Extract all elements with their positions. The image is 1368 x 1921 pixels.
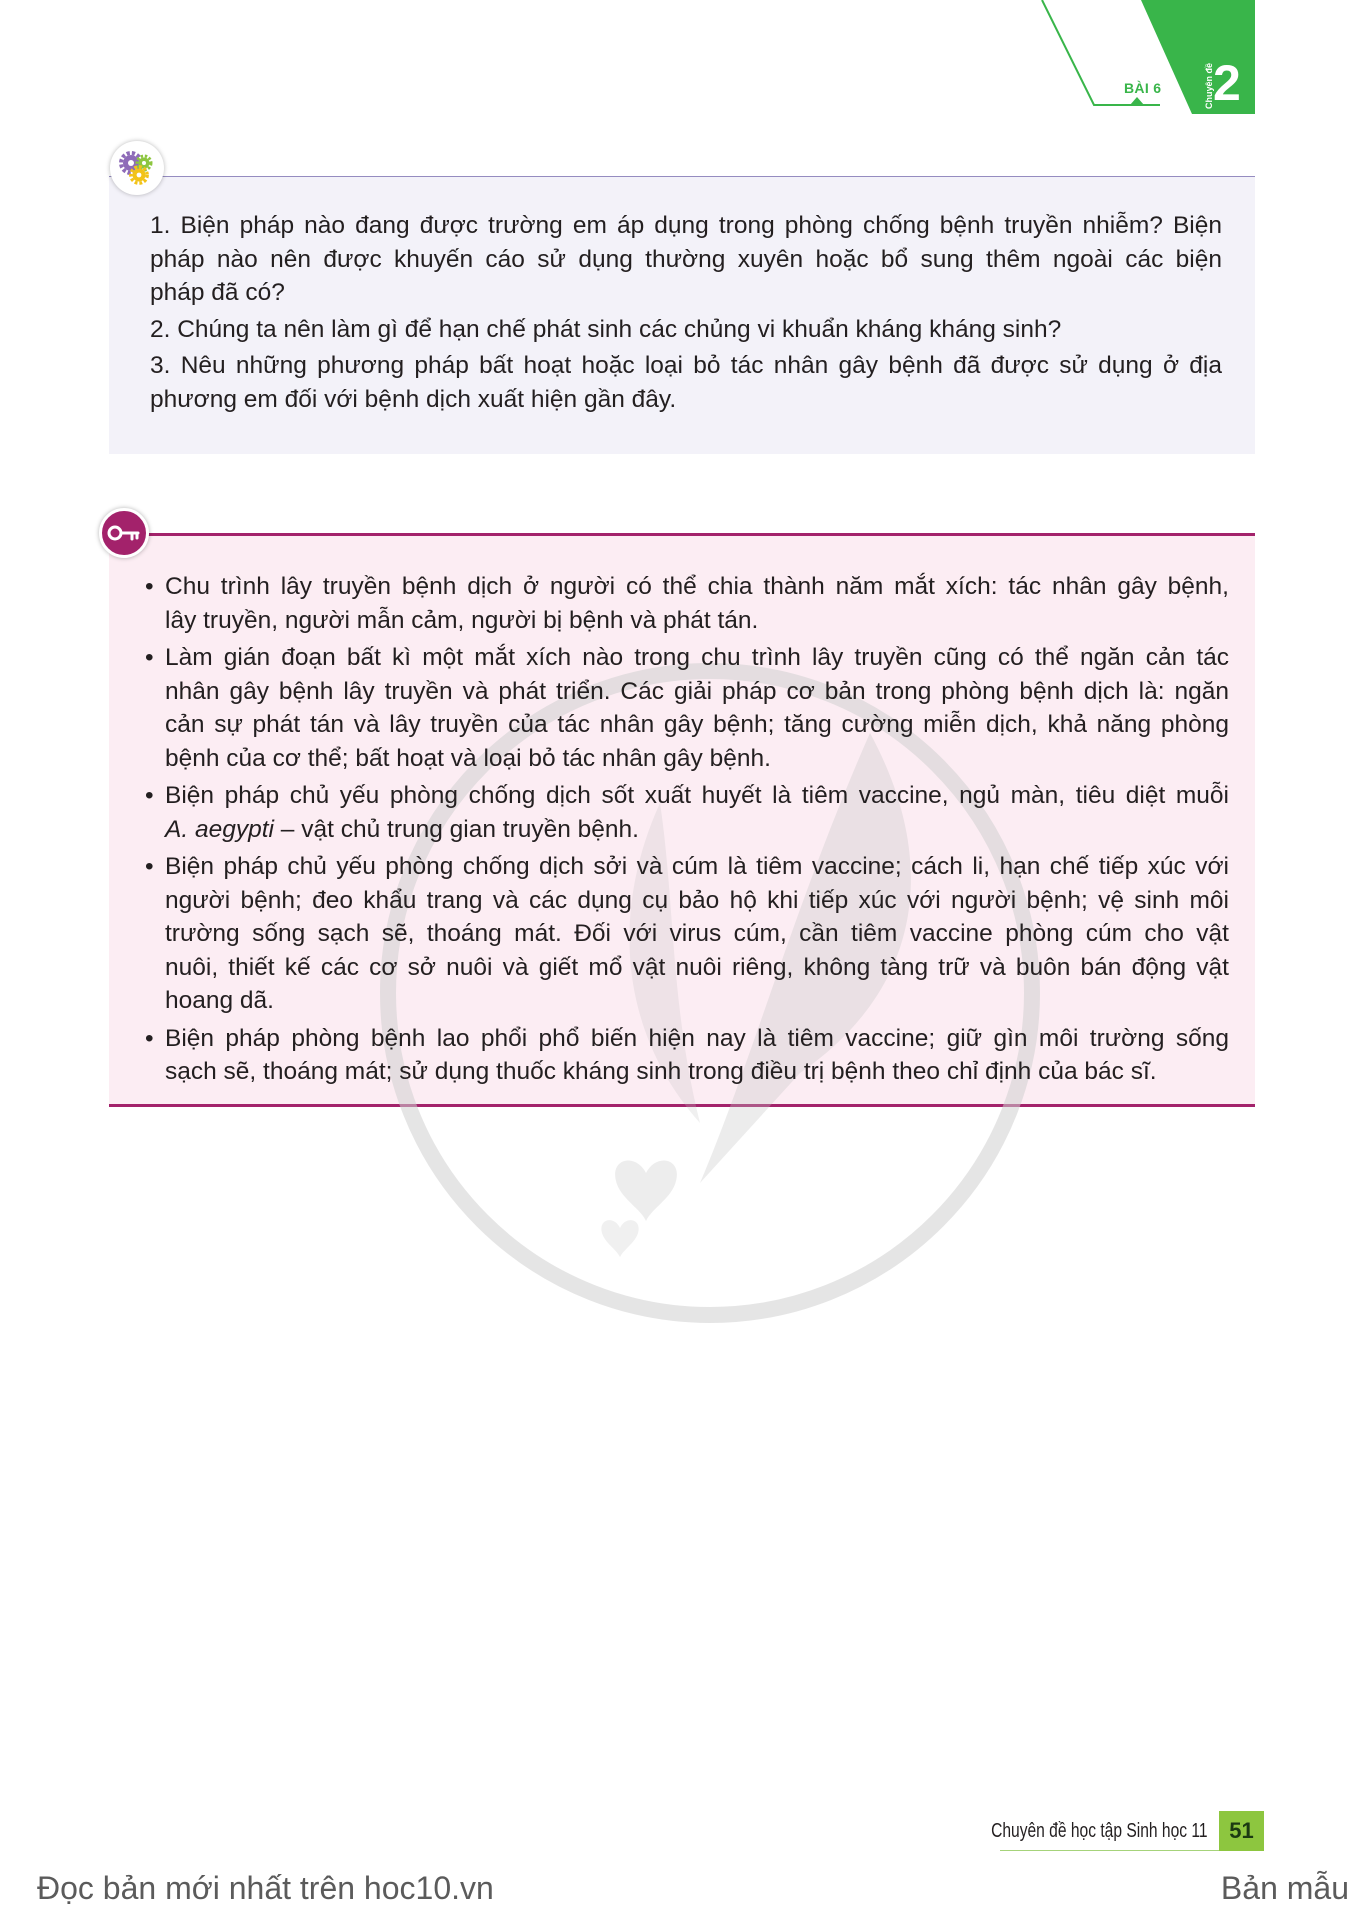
summary-points [165, 570, 1229, 1089]
bullet-marker [145, 570, 157, 604]
summary-line: Biện pháp phòng bệnh lao phổi phổ biến hiện nay là tiêm vaccine; giữ gìn môi trường sống [165, 1024, 1229, 1052]
summary-line: nhân gây bệnh lây truyền và phát triển. Các giải pháp cơ bản trong phòng bệnh dịch là: ngăn [165, 677, 1229, 705]
bullet-marker [145, 1022, 157, 1056]
summary-line: sạch sẽ, thoáng mát; sử dụng thuốc kháng sinh trong điều trị bệnh theo chỉ định của bác sĩ. [165, 1058, 1157, 1085]
summary-bullet-1 [165, 570, 1229, 637]
summary-line: hoang dã. [165, 987, 274, 1014]
summary-line: lây truyền, người mẫn cảm, người bị bệnh và phát tán. [165, 606, 759, 634]
summary-line: nuôi, thiết kế các cơ sở nuôi và giết mổ vật nuôi riêng, không tàng trữ và buôn bán động vật [165, 953, 1229, 981]
practice-questions [150, 209, 1222, 416]
key-icon-graphic [102, 511, 146, 555]
practice-line: pháp đã có? [150, 279, 285, 306]
banner-latest-version-link[interactable]: Đọc bản mới nhất trên hoc10.vn [37, 1870, 494, 1906]
key-icon [99, 508, 149, 558]
summary-line: người bệnh; đeo khẩu trang và các dụng cụ bảo hộ khi tiếp xúc với người bệnh; vệ sinh môi [165, 886, 1229, 914]
gears-icon-graphic [110, 141, 164, 195]
practice-question-3 [150, 349, 1222, 416]
gears-icon [110, 141, 164, 195]
bullet-marker [145, 779, 157, 813]
species-name: A. aegypti [165, 815, 274, 843]
lesson-label: BÀI 6 [1124, 80, 1162, 96]
practice-line: phương em đối với bệnh dịch xuất hiện gần đây. [150, 385, 677, 413]
bullet-marker [145, 641, 157, 675]
practice-line: 2. Chúng ta nên làm gì để hạn chế phát sinh các chủng vi khuẩn kháng kháng sinh? [150, 315, 1062, 343]
summary-line: Biện pháp chủ yếu phòng chống dịch sốt xuất huyết là tiêm vaccine, ngủ màn, tiêu diệt muỗi [165, 782, 1229, 809]
summary-line-text: – vật chủ trung gian truyền bệnh. [273, 815, 639, 843]
banner-sample-label: Bản mẫu [1220, 1870, 1349, 1906]
summary-line [165, 813, 1229, 847]
topic-label: Chuyên đề [1204, 63, 1214, 110]
summary-line: Làm gián đoạn bất kì một mắt xích nào trong chu trình lây truyền cũng có thể ngăn cản tác [165, 644, 1229, 671]
practice-line: pháp nào nên được khuyến cáo sử dụng thường xuyên hoặc bổ sung thêm ngoài các biện [150, 245, 1222, 273]
summary-bullet-5 [165, 1022, 1229, 1089]
chapter-tab-notch [1130, 97, 1144, 105]
summary-line: cản sự phát tán và lây truyền của tác nhân gây bệnh; tăng cường miễn dịch, khả năng phòng [165, 711, 1229, 738]
footer-book-title: Chuyên đề học tập Sinh học 11 [991, 1820, 1208, 1842]
summary-line: bệnh của cơ thể; bất hoạt và loại bỏ tác nhân gây bệnh. [165, 744, 771, 772]
practice-line: 1. Biện pháp nào đang được trường em áp dụng trong phòng chống bệnh truyền nhiễm? Biện [150, 212, 1222, 239]
practice-question-1 [150, 209, 1222, 310]
summary-bullet-3 [165, 779, 1229, 846]
summary-line: Chu trình lây truyền bệnh dịch ở người có thể chia thành năm mắt xích: tác nhân gây bệnh, [165, 573, 1229, 600]
topic-number: 2 [1213, 55, 1241, 111]
practice-line: 3. Nêu những phương pháp bất hoạt hoặc loại bỏ tác nhân gây bệnh đã được sử dụng ở địa [150, 352, 1222, 379]
summary-bullet-4 [165, 850, 1229, 1018]
summary-line: trường sống sạch sẽ, thoáng mát. Đối với virus cúm, cần tiêm vaccine phòng cúm cho vật [165, 920, 1229, 947]
practice-question-2 [150, 313, 1222, 347]
summary-line: Biện pháp chủ yếu phòng chống dịch sởi và cúm là tiêm vaccine; cách li, hạn chế tiếp xúc với [165, 853, 1229, 880]
bullet-marker [145, 850, 157, 884]
page-number: 51 [1219, 1811, 1264, 1851]
summary-bullet-2 [165, 641, 1229, 775]
footer-rule [1000, 1850, 1219, 1851]
